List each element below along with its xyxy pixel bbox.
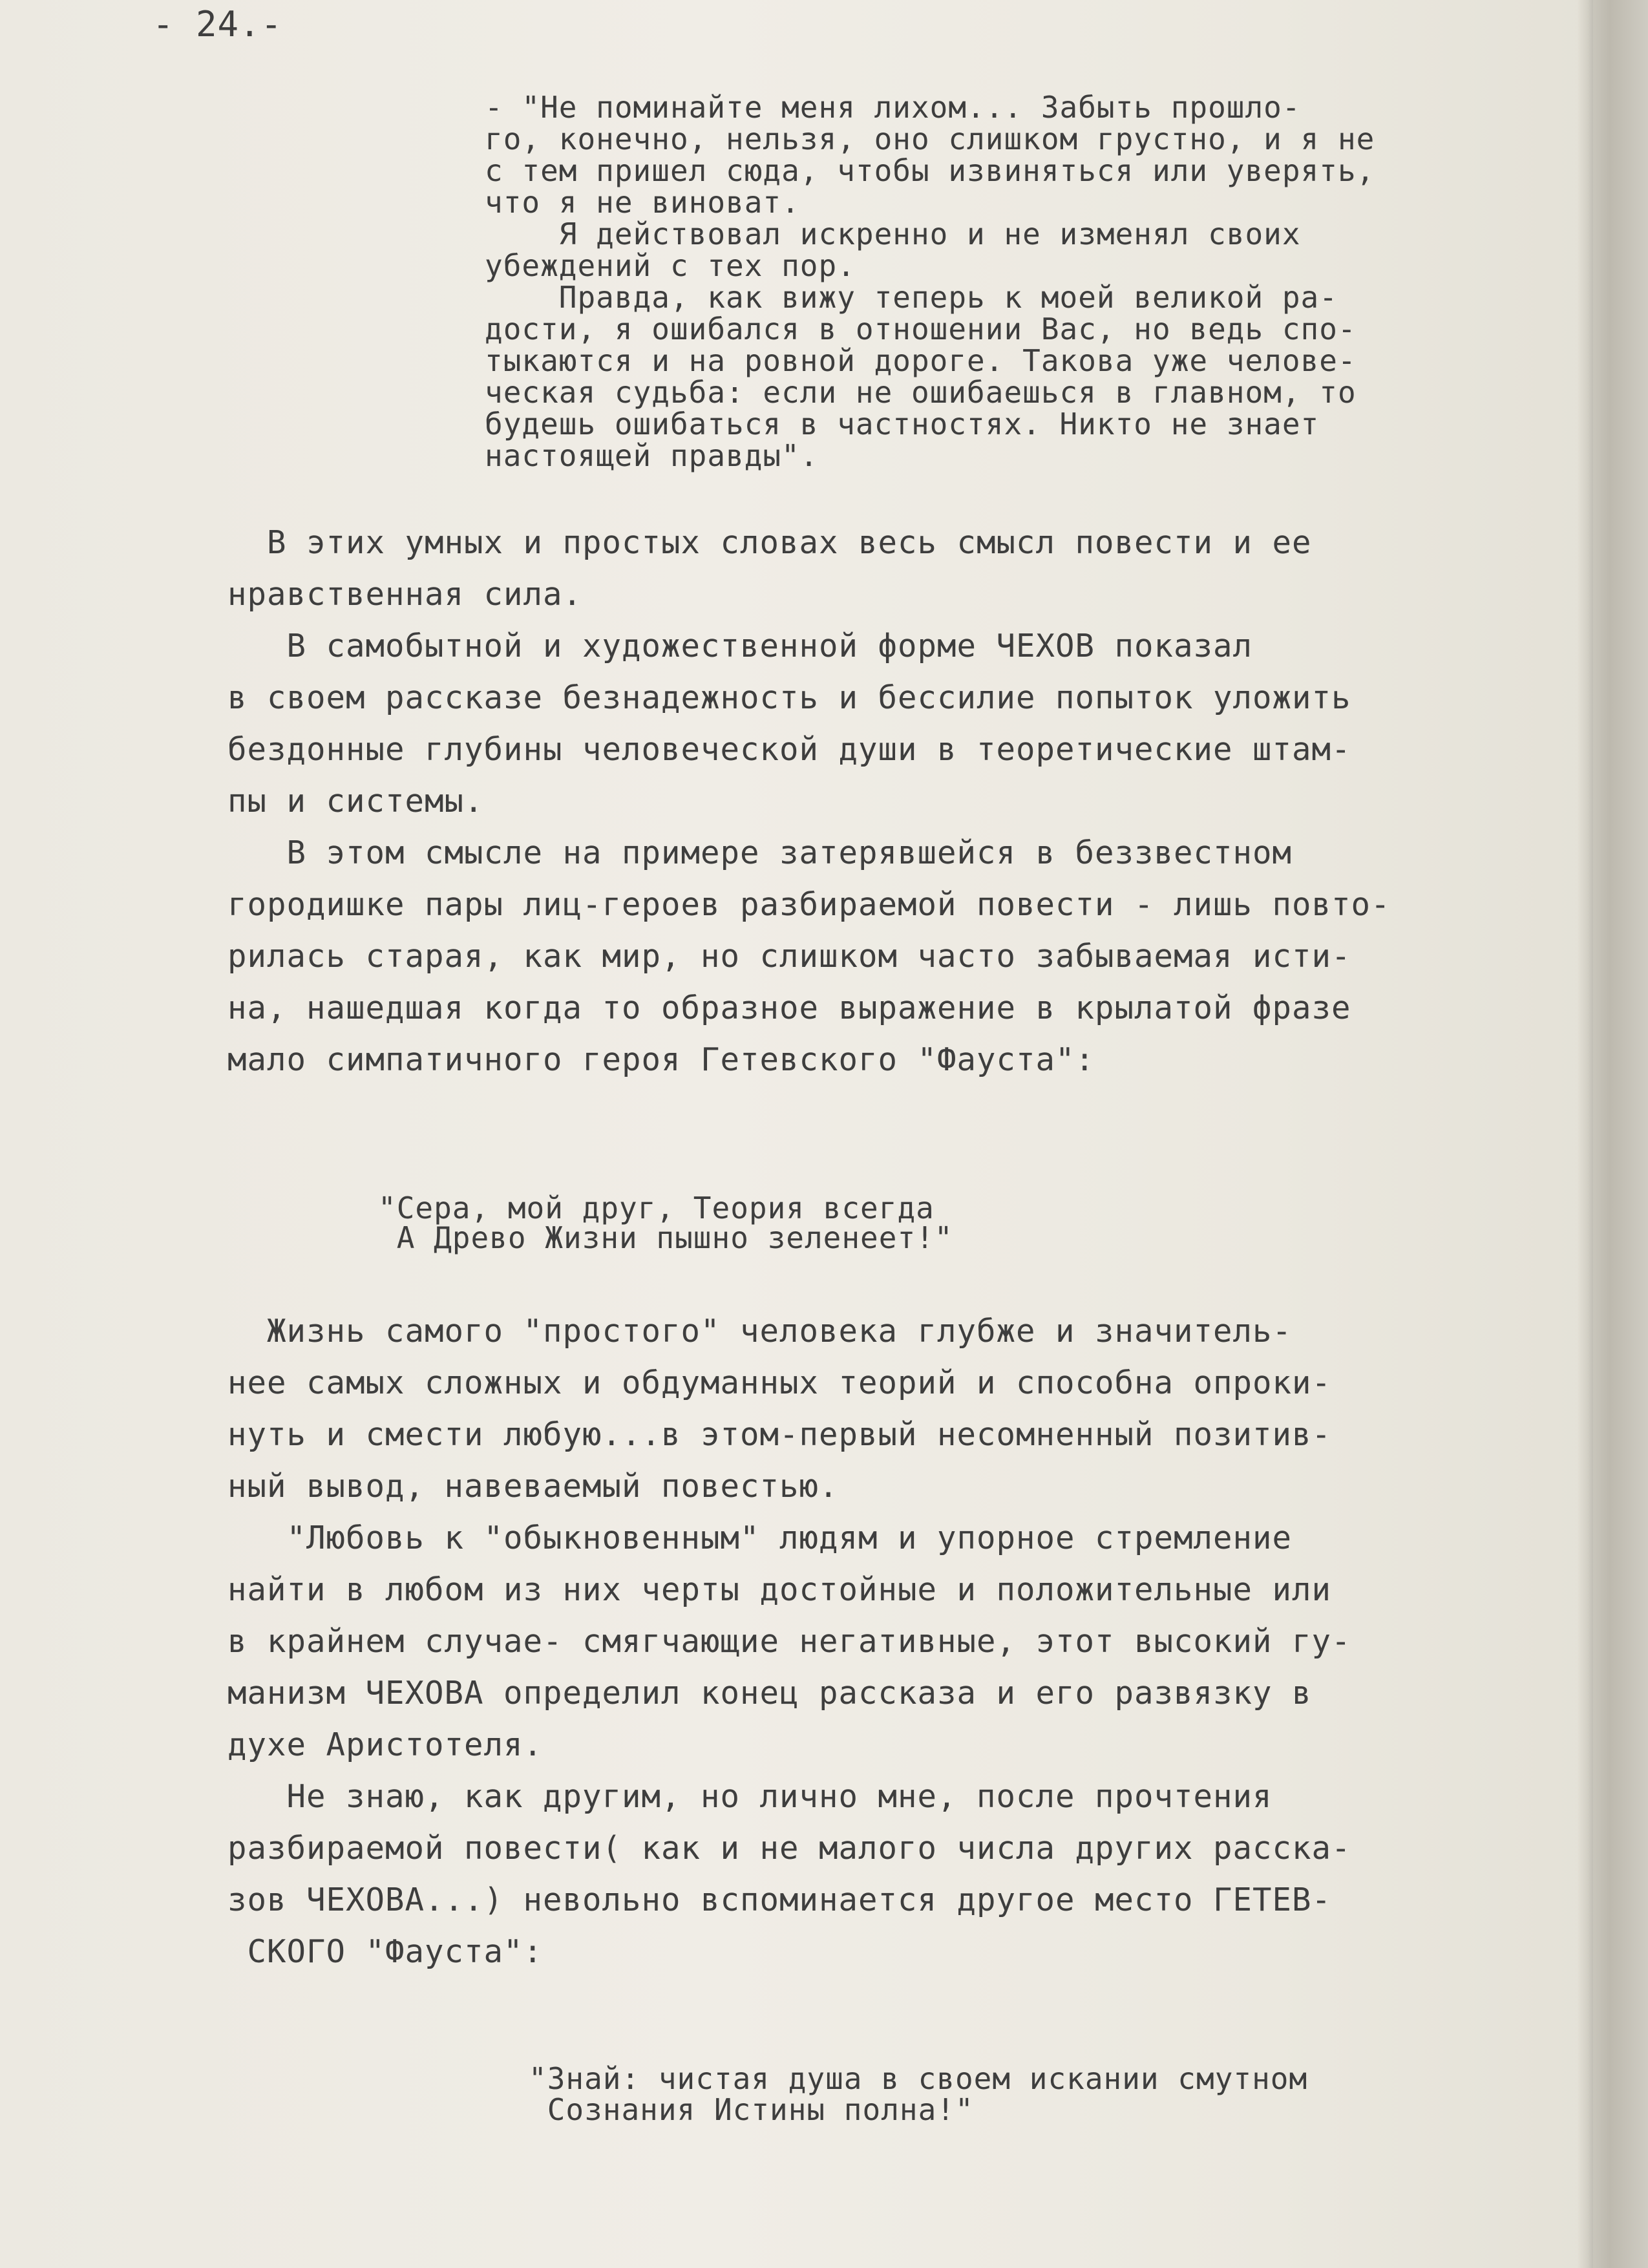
text-line: нее самых сложных и обдуманных теорий и способна опроки- — [227, 1364, 1332, 1401]
text-line: ческая судьба: если не ошибаешься в главном, то — [485, 375, 1357, 410]
text-line: А Древо Жизни пышно зеленеет!" — [378, 1220, 953, 1255]
text-line: городишке пары лиц-героев разбираемой повести - лишь повто- — [227, 886, 1391, 923]
text-line: убеждений с тех пор. — [485, 248, 856, 283]
line-group — [529, 2063, 1307, 2125]
text-line: В этом смысле на примере затерявшейся в беззвестном — [227, 834, 1293, 871]
body-paragraphs-2 — [227, 1306, 1351, 1978]
text-line: "Знай: чистая душа в своем искании смутном — [529, 2061, 1308, 2096]
text-line: настоящей правды". — [485, 438, 819, 473]
text-line: ный вывод, навеваемый повестью. — [227, 1468, 839, 1505]
text-line: "Любовь к "обыкновенным" людям и упорное стремление — [227, 1520, 1293, 1556]
text-line: в крайнем случае- смягчающие негативные, этот высокий гу- — [227, 1623, 1351, 1660]
text-line: зов ЧЕХОВА...) невольно вспоминается другое место ГЕТЕВ- — [227, 1881, 1332, 1918]
line-group — [378, 1193, 953, 1253]
page-edge — [1593, 0, 1648, 2268]
quote-block-3 — [529, 2063, 1307, 2125]
text-line: тыкаются и на ровной дороге. Такова уже челове- — [485, 343, 1357, 378]
text-line: нравственная сила. — [227, 576, 583, 613]
text-line: Не знаю, как другим, но лично мне, после прочтения — [227, 1778, 1273, 1815]
text-line: дости, я ошибался в отношении Вас, но ведь спо- — [485, 312, 1357, 346]
text-line: найти в любом из них черты достойные и положительные или — [227, 1571, 1332, 1608]
page-number: - 24.- — [153, 4, 283, 45]
text-line: будешь ошибаться в частностях. Никто не знает — [485, 407, 1320, 441]
text-line: В самобытной и художественной форме ЧЕХОВ показал — [227, 628, 1253, 664]
text-line: СКОГО "Фауста": — [227, 1933, 544, 1970]
text-line: что я не виноват. — [485, 185, 800, 220]
text-line: мало симпатичного героя Гетевского "Фауста": — [227, 1041, 1095, 1078]
text-line: Сознания Истины полна!" — [529, 2092, 974, 2127]
text-line: манизм ЧЕХОВА определил конец рассказа и его развязку в — [227, 1675, 1312, 1712]
body-paragraphs-1 — [227, 517, 1391, 1086]
text-line: пы и системы. — [227, 783, 484, 820]
line-group — [227, 517, 1391, 1086]
text-line: Правда, как вижу теперь к моей великой ра- — [485, 280, 1338, 315]
text-line: Я действовал искренно и не изменял своих — [485, 217, 1301, 251]
line-group — [485, 92, 1375, 472]
text-line: "Сера, мой друг, Теория всегда — [378, 1191, 935, 1225]
text-line: рилась старая, как мир, но слишком часто забываемая исти- — [227, 938, 1351, 975]
line-group — [227, 1306, 1351, 1978]
page-fold-shadow — [1577, 0, 1595, 2268]
quote-block-1 — [485, 92, 1375, 472]
text-line: с тем пришел сюда, чтобы извиняться или уверять, — [485, 153, 1375, 188]
text-line: нуть и смести любую...в этом-первый несомненный позитив- — [227, 1416, 1332, 1453]
text-line: го, конечно, нельзя, оно слишком грустно, и я не — [485, 122, 1375, 156]
text-line: на, нашедшая когда то образное выражение в крылатой фразе — [227, 990, 1351, 1026]
text-line: духе Аристотеля. — [227, 1726, 544, 1763]
text-line: разбираемой повести( как и не малого числа других расска- — [227, 1830, 1351, 1867]
quote-block-2 — [378, 1193, 953, 1253]
text-line: - "Не поминайте меня лихом... Забыть прошло- — [485, 90, 1301, 125]
text-line: Жизнь самого "простого" человека глубже и значитель- — [227, 1313, 1293, 1350]
text-line: в своем рассказе безнадежность и бессилие попыток уложить — [227, 679, 1351, 716]
text-line: бездонные глубины человеческой души в теоретические штам- — [227, 731, 1351, 768]
text-line: В этих умных и простых словах весь смысл повести и ее — [227, 524, 1312, 561]
